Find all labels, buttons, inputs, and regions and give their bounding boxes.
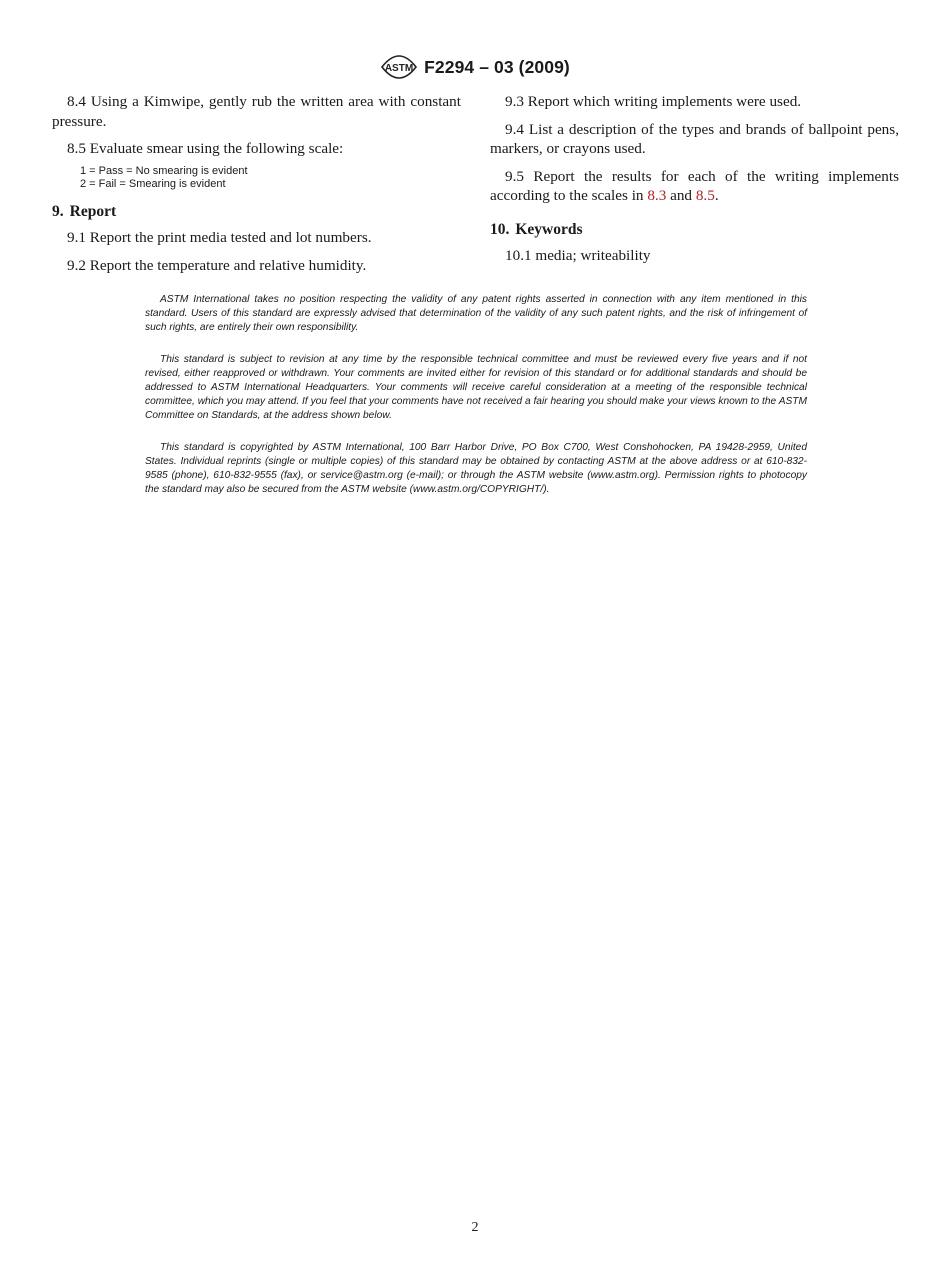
page-number: 2 bbox=[471, 1220, 479, 1235]
copyright-notice: This standard is copyrighted by ASTM International, 100 Barr Harbor Drive, PO Box C700, West Conshohocken, PA 19428-2959, United States. Individual reprints (single or multiple copies) of this standard may be obtained by contacting ASTM at the above address or at 610-832-9585 (phone), 610-832-9555 (fax), or service@astm.org (e-mail); or through the ASTM website (www.astm.org). Permission rights to photocopy the standard may also be secured from the ASTM website (www.astm.org/COPYRIGHT/). bbox=[145, 442, 807, 495]
astm-logo-icon bbox=[380, 51, 418, 83]
paragraph-8-4: 8.4 Using a Kimwipe, gently rub the written area with constant pressure. bbox=[52, 93, 461, 130]
svg-text:ASTM: ASTM bbox=[384, 63, 414, 74]
paragraph-10-1: 10.1 media; writeability bbox=[505, 247, 651, 264]
section-10-heading bbox=[490, 220, 899, 240]
smear-scale bbox=[80, 165, 461, 192]
paragraph-9-5 bbox=[490, 167, 899, 206]
legal-notices bbox=[145, 293, 807, 516]
section-number: 10. bbox=[490, 220, 510, 238]
patent-notice: ASTM International takes no position respecting the validity of any patent rights asserted in connection with any item mentioned in this standard. Users of this standard are expressly advised that determination of the validity of any such patent rights, and the risk of infringement of such rights, are entirely their own responsibility. bbox=[145, 294, 807, 333]
paragraph-text: 9.5 Report the results for each of the writing implements according to the scales in bbox=[490, 167, 899, 204]
section-title: Report bbox=[69, 202, 117, 220]
paragraph-text: and bbox=[666, 187, 696, 204]
reference-link-8-5[interactable]: 8.5 bbox=[695, 187, 715, 204]
right-column bbox=[490, 92, 899, 274]
paragraph-9-2: 9.2 Report the temperature and relative humidity. bbox=[67, 256, 367, 274]
paragraph-text: . bbox=[714, 187, 719, 204]
section-title: Keywords bbox=[515, 220, 583, 238]
page-header bbox=[0, 50, 950, 84]
paragraph-9-4: 9.4 List a description of the types and brands of ballpoint pens, markers, or crayons used. bbox=[490, 120, 899, 157]
scale-item: 2 = Fail = Smearing is evident bbox=[80, 178, 226, 190]
paragraph-9-3: 9.3 Report which writing implements were used. bbox=[505, 93, 802, 110]
standard-designation: F2294 – 03 (2009) bbox=[424, 56, 570, 77]
paragraph-9-1: 9.1 Report the print media tested and lot numbers. bbox=[67, 229, 372, 246]
paragraph-8-5: 8.5 Evaluate smear using the following scale: bbox=[67, 140, 344, 157]
reference-link-8-3[interactable]: 8.3 bbox=[647, 187, 667, 204]
left-column bbox=[52, 92, 461, 283]
section-9-heading bbox=[52, 202, 461, 222]
section-number: 9. bbox=[52, 202, 64, 220]
scale-item: 1 = Pass = No smearing is evident bbox=[80, 164, 248, 177]
revision-notice: This standard is subject to revision at any time by the responsible technical committee and must be reviewed every five years and if not revised, either reapproved or withdrawn. Your comments are invited either for revision of this standard or for additional standards and should be addressed to ASTM International Headquarters. Your comments will receive careful consideration at a meeting of the responsible technical committee, which you may attend. If you feel that your comments have not received a fair hearing you should make your views known to the ASTM Committee on Standards, at the address shown below. bbox=[145, 354, 807, 421]
